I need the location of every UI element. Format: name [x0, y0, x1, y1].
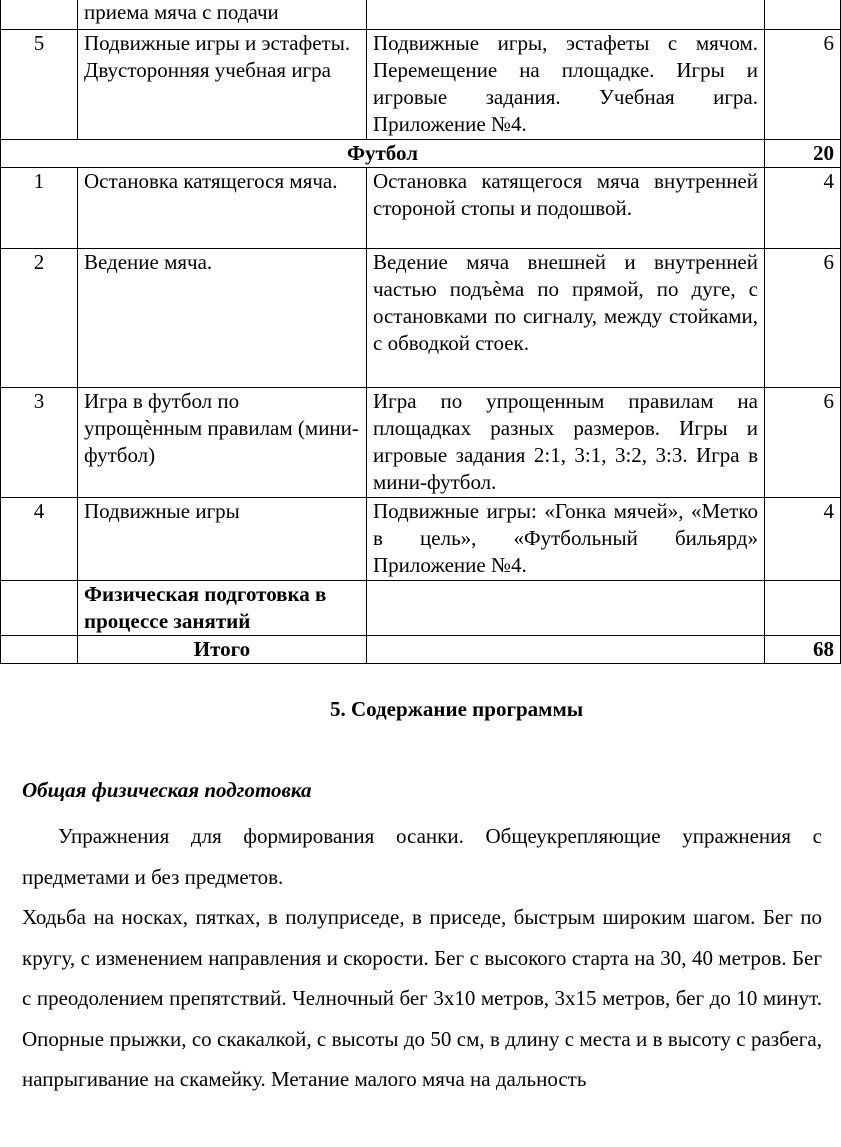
table-row [1, 168, 841, 249]
topic-cell: Остановка катящегося мяча. [78, 168, 367, 249]
table-row [1, 0, 841, 30]
content-cell: Остановка катящегося мяча внутренней стороной стопы и подошвой. [367, 168, 765, 249]
total-hours: 68 [765, 636, 841, 664]
topic-cell: Ведение мяча. [78, 249, 367, 388]
num-cell: 5 [1, 30, 78, 140]
content-cell: Подвижные игры, эстафеты с мячом. Перемещение на площадке. Игры и игровые задания. Учебная игра. Приложение №4. [367, 30, 765, 140]
table-row [1, 30, 841, 140]
content-cell [367, 581, 765, 636]
section-heading: 5. Содержание программы [330, 697, 584, 721]
body-text [22, 816, 822, 1100]
content-cell [367, 0, 765, 30]
num-cell [1, 581, 78, 636]
hours-cell [765, 581, 841, 636]
content-cell: Подвижные игры: «Гонка мячей», «Метко в цель», «Футбольный бильярд» Приложение №4. [367, 498, 765, 581]
num-cell: 3 [1, 388, 78, 498]
topic-cell: Физическая подготовка в процессе занятий [78, 581, 367, 636]
hours-cell: 6 [765, 388, 841, 498]
total-label: Итого [78, 636, 367, 664]
section-row [1, 140, 841, 168]
paragraph: Ходьба на носках, пятках, в полуприседе, в приседе, быстрым широким шагом. Бег по кругу, с изменением направления и скорости. Бег с высокого старта на 30, 40 метров. Бег с преодолением препятствий. Челночный бег 3х10 метров, 3х15 метров, бег до 10 минут. Опорные прыжки, со скакалкой, с высоты до 50 см, в длину с места и в высоту с разбега, напрыгивание на скамейку. Метание малого мяча на дальность [22, 905, 822, 1091]
topic-cell: Подвижные игры [78, 498, 367, 581]
paragraph: Упражнения для формирования осанки. Общеукрепляющие упражнения с предметами и без предметов. [22, 824, 822, 889]
topic-cell: Игра в футбол по упрощѐнным правилам (мини-футбол) [78, 388, 367, 498]
topic-cell: Подвижные игры и эстафеты. Двусторонняя учебная игра [78, 30, 367, 140]
table-row [1, 388, 841, 498]
content-cell: Ведение мяча внешней и внутренней частью подъѐма по прямой, по дуге, с остановками по сигналу, между стойками, с обводкой стоек. [367, 249, 765, 388]
hours-cell: 6 [765, 30, 841, 140]
num-cell: 1 [1, 168, 78, 249]
num-cell: 2 [1, 249, 78, 388]
num-cell [1, 0, 78, 30]
hours-cell: 6 [765, 249, 841, 388]
total-row [1, 636, 841, 664]
hours-cell [765, 0, 841, 30]
table-row [1, 249, 841, 388]
table-row [1, 581, 841, 636]
table-row [1, 498, 841, 581]
num-cell: 4 [1, 498, 78, 581]
hours-cell: 4 [765, 168, 841, 249]
hours-cell: 4 [765, 498, 841, 581]
content-cell [367, 636, 765, 664]
num-cell [1, 636, 78, 664]
subsection-heading: Общая физическая подготовка [22, 778, 312, 802]
content-cell: Игра по упрощенным правилам на площадках разных размеров. Игры и игровые задания 2:1, 3:1, 3:2, 3:3. Игра в мини-футбол. [367, 388, 765, 498]
hours-cell: 20 [765, 140, 841, 168]
topic-cell: приема мяча с подачи [78, 0, 367, 30]
section-title-football: Футбол [1, 140, 765, 168]
